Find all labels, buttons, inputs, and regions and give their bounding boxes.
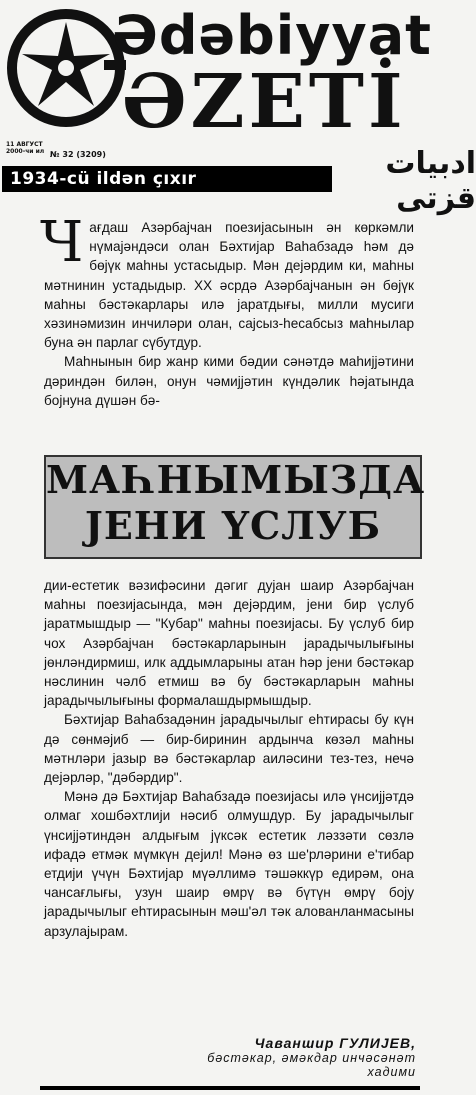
article-bottom [44,576,414,941]
headline-line-2: ЈЕНИ ҮСЛУБ [84,503,382,548]
star-emblem-icon [6,8,126,128]
signature [200,1035,416,1079]
since-banner: 1934-cü ildən çıxır [2,166,332,192]
bottom-rule [40,1086,420,1090]
paragraph-4: Мәнә дә Бәхтијар Ваһабзадә поезијасы илә үнсијјәтдә олмаг хошбәхтлији нәсиб олмушдур. Бу јарадычылыг үнсијјәтиндән алдығым јүксәк естетик ләззәти сөзлә ифадә етмәк мүмкүн дејил! Мәнә өз ше'рләрини е'тибар етдији үчүн Бәхтијар мүәллимә тәшәккүр едирәм, она чансағлығы, узун шаир өмрү вә бүтүн өмрү боју јарадычылыг еһтирасынын мәш'әл тәк алованланмасыны арзулајырам. [44,789,414,939]
paragraph-1-text: ағдаш Азәрбајчан поезијасынын ән көркәмли нүмајәндәси олан Бәхтијар Ваһабзадә һәм дә бөјүк маһны устасыдыр. Мән дејәрдим ки, маһны мәтнинин устадыдыр. ХХ әсрдә Азәрбајчанын ән бөјүк маһны бәстәкарлары илә јаратдығы, милли мусиги хәзинәмизин инчиләри олан, сајсыз-һесабсыз маһнылар буна ән парлаг сүбутдур. [44,220,414,351]
masthead [0,0,476,216]
masthead-title-bottom: ƏZETİ [122,59,407,145]
author-title: бәстәкар, әмәкдар инчәсәнәт хадими [207,1051,416,1079]
drop-cap: Ч [40,210,84,275]
author-name: Чаваншир ГУЛИЈЕВ, [254,1035,416,1051]
headline-box [44,455,426,559]
issue-date: 11 АВГУСТ 2000-чи ил [6,141,45,155]
paragraph-3: Бәхтијар Ваһабзадәнин јарадычылыг еһтирасы бу күн дә сөнмәјиб — бир-биринин ардынча көзәл маһны мәтнләри јазыр вә бәстәкарлар аиләсини тез-тез, нечә дејәрләр, "дәбәрдир". [44,712,414,786]
paragraph-2-end: дии-естетик вәзифәсини дәгиг дујан шаир Азәрбајчан маһны поезијасында, мән дејәрдим, јени бир үслуб јаратмышдыр — "Кубар" маһны поезијасы. Бу үслуб бир чох Азәрбајчан бәстәкарларынын јарадычылығыны јөнләндирмиш, илк аддымларыны атан һәр јени бәстәкар нәслинин чәлб етмиш вә бу бәстәкарларын маһны јарадычылығыны формалашдырмышдыр. [44,578,414,709]
paragraph-2-start: Маһнынын бир жанр кими бәдии сәнәтдә маһијјәтини дәриндән билән, онун чәмијјәтин күндәлик һәјатында бојнуна дүшән бә- [44,354,414,408]
paragraph-1 [40,210,414,352]
issue-number: № 32 (3209) [50,150,106,159]
article-top [40,210,414,410]
masthead-title-top: Ədəbiyyat [112,4,432,67]
headline-line-1: МАҺНЫМЫЗДА [46,457,426,502]
arabic-title: ادبیات قزتی [385,146,476,216]
